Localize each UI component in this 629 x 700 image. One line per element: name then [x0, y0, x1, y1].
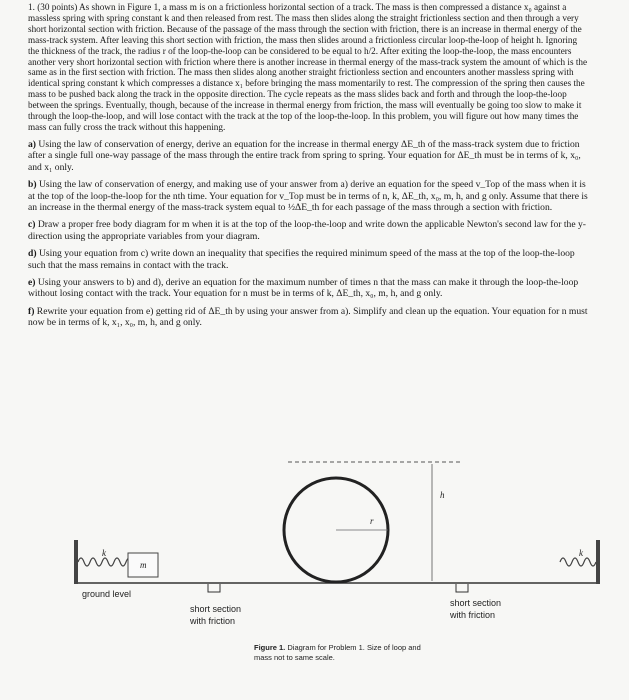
spring-right-label: k — [579, 548, 583, 558]
part-b — [28, 179, 588, 213]
part-d-label: d) — [28, 248, 37, 260]
ground-level-label: ground level — [82, 589, 132, 599]
part-c-text: Draw a proper free body diagram for m when it is at the top of the loop-the-loop and write down the applicable Newton's second law for the y-direction using the appropriate variables from your diagram. — [28, 219, 586, 242]
part-e-text: Using your answers to b) and d), derive an equation for the maximum number of times n that the mass can make it through the loop-the-loop without losing contact with the track. Your equation for n must be in terms of k, ΔE_th, x₀, m, h, and g only. — [28, 276, 579, 300]
part-e-label: e) — [28, 276, 36, 288]
part-a — [28, 139, 588, 173]
part-f-label: f) — [28, 305, 35, 317]
mass-label: m — [140, 560, 147, 570]
left-spring — [78, 558, 132, 566]
figure-caption-bold: Figure 1. — [254, 643, 286, 652]
figure-diagram — [0, 450, 629, 700]
part-b-text: Using the law of conservation of energy, and making use of your answer from a) derive an equation for the speed v_Top of the mass when it is at the top of the loop-the-loop for the nth time. Your equation for v_Top must be in terms of n, k, ΔE_th, x₀, m, h, and g only. Assume that there is an increase in the thermal energy of the mass-track system equal to ½ΔE_th for each passage of the mass through a section with friction. — [28, 179, 588, 213]
radius-label: r — [370, 516, 374, 526]
part-c — [28, 219, 588, 242]
left-wall — [74, 540, 78, 584]
figure-caption — [254, 643, 421, 662]
figure-caption-text: Diagram for Problem 1. Size of loop and mass not to same scale. — [254, 643, 421, 662]
right-spring — [560, 558, 596, 566]
part-e — [28, 277, 588, 300]
problem-text — [28, 2, 588, 335]
part-d-text: Using your equation from c) write down an inequality that specifies the required minimum speed of the mass at the top of the loop-the-loop such that the mass remains in contact with the track. — [28, 248, 575, 271]
friction-right-label: short section with friction — [450, 598, 502, 620]
part-f — [28, 306, 588, 329]
part-f-text: Rewrite your equation from e) getting rid of ΔE_th by using your answer from a). Simplify and clean up the equation. Your equation for n must now be in terms of k, x₁, x₀, m, h, and g only. — [28, 305, 588, 329]
part-b-label: b) — [28, 179, 37, 191]
part-a-label: a) — [28, 138, 36, 150]
friction-left-label: short section with friction — [190, 604, 242, 626]
right-wall — [596, 540, 600, 584]
part-a-text: Using the law of conservation of energy, derive an equation for the increase in thermal energy ΔE_th of the mass-track system due to friction after a single full one-way passage of the mass through the entire track from spring to spring. Your equation for ΔE_th must be in terms of k, x₀, and x₁ only. — [28, 138, 581, 173]
height-label: h — [440, 490, 445, 500]
part-c-label: c) — [28, 219, 36, 231]
figure-1 — [0, 450, 629, 700]
friction-section-left — [208, 584, 220, 592]
problem-intro: 1. (30 points) As shown in Figure 1, a mass m is on a frictionless horizontal section of a track. The mass is then compressed a distance x₀ against a massless spring with spring constant k and then released from rest. The mass then slides along the straight frictionless section and then through a very short horizontal section with friction. Because of the passage of the mass through the section with friction, there is an increase in thermal energy of the mass-track system. After leaving this short section with friction, the mass then slides around a frictionless circular loop-the-loop of height h. Ignoring the thickness of the track, the radius r of the loop-the-loop can be considered to be equal to h/2. After exiting the loop-the-loop, the mass encounters another very short horizontal section with friction where there is another increase in thermal energy of the mass-track system the amount of which is the same as in the first section with friction. The mass then slides along another straight frictionless section and encounters another massless spring with identical spring constant k which compresses a distance x₁ before bringing the mass momentarily to rest. The compression of the spring then causes the mass to be pushed back along the track in the opposite direction. The cycle repeats as the mass slides back and forth and through the loop-the-loop between the springs. Eventually, though, because of the increase in thermal energy from friction, the mass will eventually be going too slow to make it through the loop-the-loop, and will lose contact with the track at the top of the loop-the-loop. In this problem, you will figure out how many times the mass can fully cross the track without this happening. — [28, 2, 588, 132]
spring-left-label: k — [102, 548, 106, 558]
friction-section-right — [456, 584, 468, 592]
part-d — [28, 248, 588, 271]
